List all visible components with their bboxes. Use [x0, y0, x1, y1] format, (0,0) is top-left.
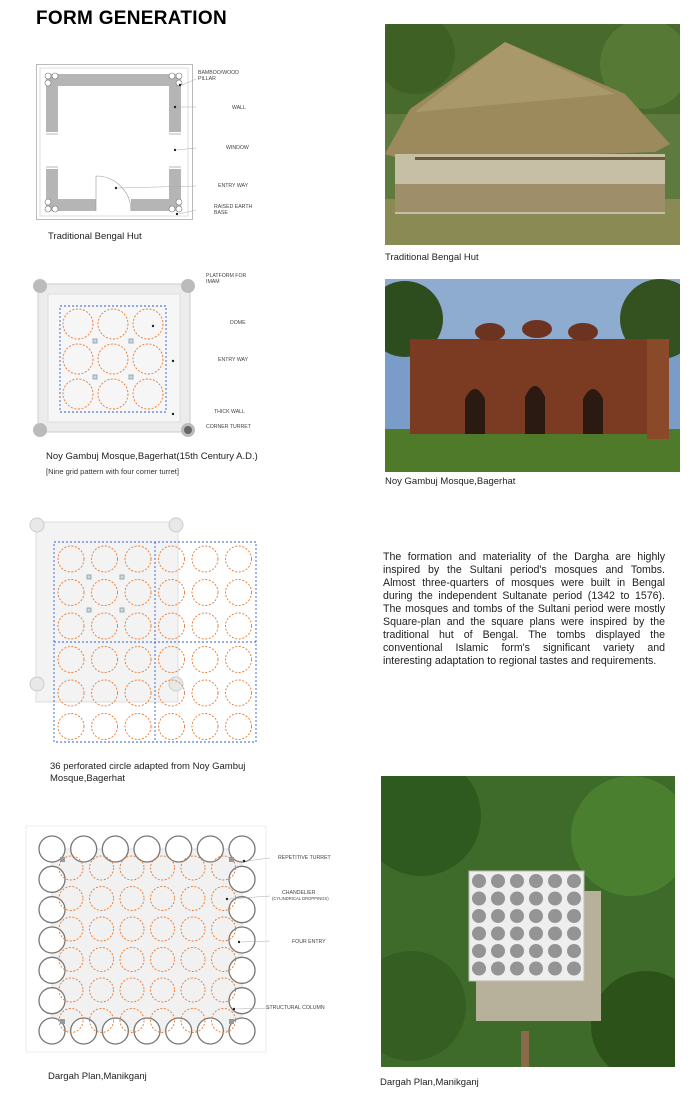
- dargah-label-chandelier: CHANDELIER: [282, 890, 316, 896]
- roof-perforation: [548, 944, 562, 958]
- roof-perforation: [567, 874, 581, 888]
- roof-perforation: [567, 944, 581, 958]
- perforated-circle: [192, 647, 218, 673]
- perforated-circle: [226, 680, 252, 706]
- repetitive-turret: [71, 1018, 97, 1044]
- grid-plan-drawing: [28, 516, 260, 746]
- perforated-circle: [226, 546, 252, 572]
- perforated-circle: [226, 714, 252, 740]
- repetitive-turret: [166, 1018, 192, 1044]
- roof-perforation: [491, 892, 505, 906]
- roof-perforation: [510, 962, 524, 976]
- roof-perforation: [510, 909, 524, 923]
- hut-photo: [385, 24, 680, 245]
- mosque-photo-caption: Noy Gambuj Mosque,Bagerhat: [385, 476, 516, 487]
- perforated-circle: [226, 647, 252, 673]
- hut-label-pillar: BAMBOO/WOOD PILLAR: [198, 70, 239, 82]
- hut-label-base: RAISED EARTH BASE: [214, 204, 253, 216]
- perforated-circle: [192, 714, 218, 740]
- repetitive-turret: [39, 866, 65, 892]
- roof-perforation: [491, 874, 505, 888]
- dargah-label-chandelier-sub: (CYLINDRICAL DROPPINGS): [272, 896, 329, 901]
- roof-perforation: [491, 927, 505, 941]
- roof-perforation: [567, 927, 581, 941]
- roof-perforation: [529, 874, 543, 888]
- repetitive-turret: [229, 866, 255, 892]
- dargah-photo-caption: Dargah Plan,Manikganj: [380, 1077, 479, 1088]
- repetitive-turret: [134, 836, 160, 862]
- roof-perforation: [567, 892, 581, 906]
- mosque-plan-subcaption: [Nine grid pattern with four corner turret]: [46, 467, 179, 476]
- repetitive-turret: [229, 897, 255, 923]
- mosque-label-platform: PLATFORM FOR IMAM: [206, 273, 247, 285]
- mosque-label-wall: THICK WALL: [214, 409, 245, 415]
- perforated-circle: [92, 714, 118, 740]
- repetitive-turret: [39, 957, 65, 983]
- hut-plan-caption: Traditional Bengal Hut: [48, 231, 142, 242]
- roof-perforation: [510, 944, 524, 958]
- roof-perforation: [472, 944, 486, 958]
- page-title: FORM GENERATION: [36, 8, 227, 29]
- repetitive-turret: [197, 836, 223, 862]
- repetitive-turret: [71, 836, 97, 862]
- hut-label-window: WINDOW: [226, 145, 249, 151]
- roof-perforation: [510, 892, 524, 906]
- mosque-plan-caption: Noy Gambuj Mosque,Bagerhat(15th Century A.D.): [46, 451, 258, 462]
- repetitive-turret: [229, 988, 255, 1014]
- mosque-plan-drawing: [30, 276, 200, 442]
- repetitive-turret: [229, 927, 255, 953]
- grid-plan-caption: 36 perforated circle adapted from Noy Gambuj Mosque,Bagerhat: [50, 761, 246, 784]
- repetitive-turret: [197, 1018, 223, 1044]
- perforated-circle: [192, 613, 218, 639]
- roof-perforation: [529, 944, 543, 958]
- mosque-label-dome: DOME: [230, 320, 246, 326]
- perforated-circle: [192, 546, 218, 572]
- hut-label-entry: ENTRY WAY: [218, 183, 249, 189]
- roof-perforation: [548, 927, 562, 941]
- perforated-circle: [226, 580, 252, 606]
- repetitive-turret: [102, 1018, 128, 1044]
- repetitive-turret: [166, 836, 192, 862]
- roof-perforation: [472, 892, 486, 906]
- mosque-photo: [385, 279, 680, 472]
- repetitive-turret: [102, 836, 128, 862]
- hut-plan-drawing: [36, 64, 198, 224]
- roof-perforation: [567, 962, 581, 976]
- roof-perforation: [491, 909, 505, 923]
- roof-perforation: [567, 909, 581, 923]
- hut-label-wall: WALL: [232, 105, 246, 111]
- perforated-circle: [58, 714, 84, 740]
- roof-perforation: [491, 962, 505, 976]
- dargah-plan-drawing: [22, 824, 272, 1054]
- perforated-circle: [192, 580, 218, 606]
- perforated-circle: [159, 714, 185, 740]
- dargah-plan-caption: Dargah Plan,Manikganj: [48, 1071, 147, 1082]
- dargah-label-turret: REPETITIVE TURRET: [278, 855, 331, 861]
- perforated-circle: [125, 714, 151, 740]
- repetitive-turret: [39, 988, 65, 1014]
- dargah-label-entry: FOUR ENTRY: [292, 939, 326, 945]
- roof-perforation: [529, 927, 543, 941]
- roof-perforation: [529, 962, 543, 976]
- roof-perforation: [548, 962, 562, 976]
- roof-perforation: [510, 927, 524, 941]
- roof-perforation: [472, 962, 486, 976]
- roof-perforation: [472, 874, 486, 888]
- mosque-label-turret: CORNER TURRET: [206, 424, 251, 430]
- repetitive-turret: [39, 897, 65, 923]
- roof-perforation: [491, 944, 505, 958]
- hut-photo-caption: Traditional Bengal Hut: [385, 252, 479, 263]
- roof-perforation: [548, 909, 562, 923]
- roof-perforation: [548, 892, 562, 906]
- perforated-circle: [192, 680, 218, 706]
- roof-perforation: [529, 909, 543, 923]
- repetitive-turret: [39, 927, 65, 953]
- mosque-label-entry: ENTRY WAY: [218, 357, 249, 363]
- roof-perforation: [472, 909, 486, 923]
- roof-perforation: [529, 892, 543, 906]
- repetitive-turret: [229, 957, 255, 983]
- dargah-label-column: STRUCTURAL COLUMN: [266, 1005, 325, 1011]
- description-paragraph: The formation and materiality of the Dargha are highly inspired by the Sultani period's mosques and Tombs. Almost three-quarters of mosques were built in Bengal during the independent Sultanate period (1342 to 1576). The mosques and tombs of the Sultani period were mostly Square-plan and the square plans were inspired by the traditional hut of Bengal. The tombs displayed the conventional Islamic form's significant variety and interesting adaptation to regional tastes and requirements.: [383, 551, 665, 667]
- roof-perforation: [510, 874, 524, 888]
- perforated-circle: [226, 613, 252, 639]
- roof-perforation: [548, 874, 562, 888]
- dargah-aerial-photo: [381, 776, 675, 1067]
- roof-perforation: [472, 927, 486, 941]
